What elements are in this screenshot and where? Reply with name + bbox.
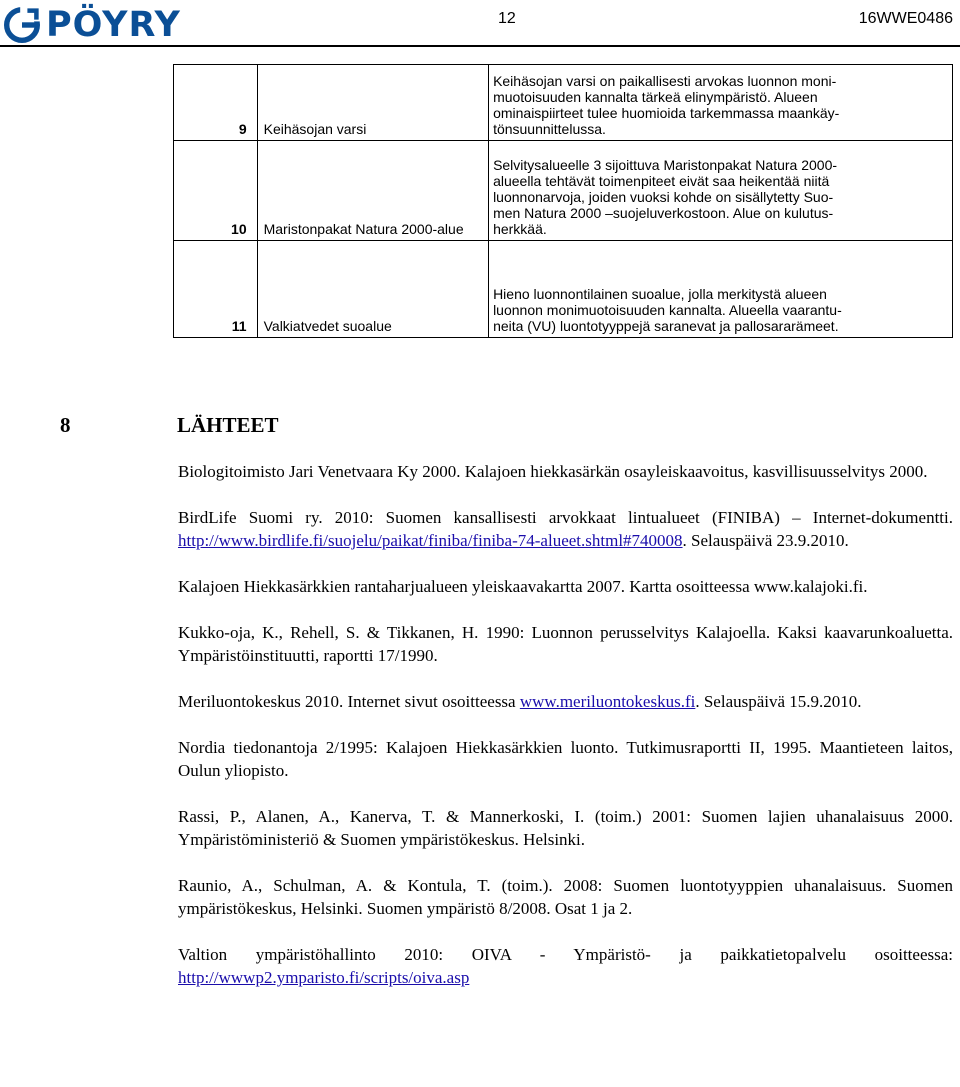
desc-line: ominaispiirteet tulee huomioida tarkemmassa maankäy- (493, 105, 840, 121)
reference-link[interactable]: http://www.birdlife.fi/suojelu/paikat/finiba/finiba-74-alueet.shtml#740008 (178, 531, 683, 550)
desc-line: neita (VU) luontotyyppejä saranevat ja pallosararämeet. (493, 318, 839, 334)
poyry-logo-icon (4, 7, 40, 43)
section-title: LÄHTEET (177, 413, 279, 437)
row-name: Maristonpakat Natura 2000-alue (257, 141, 488, 241)
reference-item: Valtion ympäristöhallinto 2010: OIVA - Ympäristö- ja paikkatietopalvelu osoitteessa: http://wwwp2.ymparisto.fi/scripts/oiva.asp (178, 945, 953, 987)
reference-item: BirdLife Suomi ry. 2010: Suomen kansallisesti arvokkaat lintualueet (FINIBA) – Internet-dokumentti. http://www.birdlife.fi/suojelu/paikat/finiba/finiba-74-alueet.shtml#740008. Selauspäivä 23.9.2010. (178, 508, 953, 550)
poyry-logo (4, 6, 181, 44)
page-header (0, 0, 960, 48)
desc-line: Hieno luonnontilainen suoalue, jolla merkitystä alueen (493, 286, 827, 302)
reference-item: Kukko-oja, K., Rehell, S. & Tikkanen, H. 1990: Luonnon perusselvitys Kalajoella. Kaksi kaavarunkoaluetta. Ympäristöinstituutti, raportti 17/1990. (178, 623, 953, 665)
reference-item: Rassi, P., Alanen, A., Kanerva, T. & Mannerkoski, I. (toim.) 2001: Suomen lajien uhanalaisuus 2000. Ympäristöministeriö & Suomen ympäristökeskus. Helsinki. (178, 807, 953, 849)
row-number: 11 (174, 241, 258, 338)
row-description (489, 141, 953, 241)
page-number: 12 (498, 10, 516, 27)
desc-line: men Natura 2000 –suojeluverkostoon. Alue on kulutus- (493, 205, 834, 221)
logo-text: PÖYRY (46, 5, 181, 45)
site-table (173, 64, 953, 338)
row-name: Keihäsojan varsi (257, 65, 488, 141)
table-row (174, 141, 953, 241)
desc-line: luonnonarvoja, joiden vuoksi kohde on sisällytetty Suo- (493, 189, 834, 205)
reference-link[interactable]: http://wwwp2.ymparisto.fi/scripts/oiva.asp (178, 968, 470, 987)
table-row (174, 241, 953, 338)
desc-line: Keihäsojan varsi on paikallisesti arvokas luonnon moni- (493, 73, 837, 89)
reference-item: Raunio, A., Schulman, A. & Kontula, T. (toim.). 2008: Suomen luontotyyppien uhanalaisuus. Suomen ympäristökeskus, Helsinki. Suomen ympäristö 8/2008. Osat 1 ja 2. (178, 876, 953, 918)
section-number: 8 (60, 413, 71, 437)
desc-line: muotoisuuden kannalta tärkeä elinympäristö. Alueen (493, 89, 818, 105)
reference-item: Meriluontokeskus 2010. Internet sivut osoitteessa www.meriluontokeskus.fi. Selauspäivä 15.9.2010. (178, 692, 862, 711)
row-description (489, 241, 953, 338)
desc-line: tönsuunnittelussa. (493, 121, 606, 137)
header-divider (0, 45, 960, 47)
row-number: 10 (174, 141, 258, 241)
desc-line: herkkää. (493, 221, 547, 237)
desc-line: alueella tehtävät toimenpiteet eivät saa heikentää niitä (493, 173, 830, 189)
row-name: Valkiatvedet suoalue (257, 241, 488, 338)
document-code: 16WWE0486 (858, 10, 953, 27)
row-number: 9 (174, 65, 258, 141)
desc-line: Selvitysalueelle 3 sijoittuva Maristonpakat Natura 2000- (493, 157, 838, 173)
reference-item: Kalajoen Hiekkasärkkien rantaharjualueen yleiskaavakartta 2007. Kartta osoitteessa www.kalajoki.fi. (178, 577, 868, 596)
reference-list (178, 460, 953, 1012)
reference-link[interactable]: www.meriluontokeskus.fi (519, 692, 696, 711)
desc-line: luonnon monimuotoisuuden kannalta. Alueella vaarantu- (493, 302, 842, 318)
reference-item: Biologitoimisto Jari Venetvaara Ky 2000. Kalajoen hiekkasärkän osayleiskaavoitus, kasvillisuusselvitys 2000. (178, 462, 928, 481)
table-row (174, 65, 953, 141)
row-description (489, 65, 953, 141)
reference-item: Nordia tiedonantoja 2/1995: Kalajoen Hiekkasärkkien luonto. Tutkimusraportti II, 1995. Maantieteen laitos, Oulun yliopisto. (178, 738, 953, 780)
